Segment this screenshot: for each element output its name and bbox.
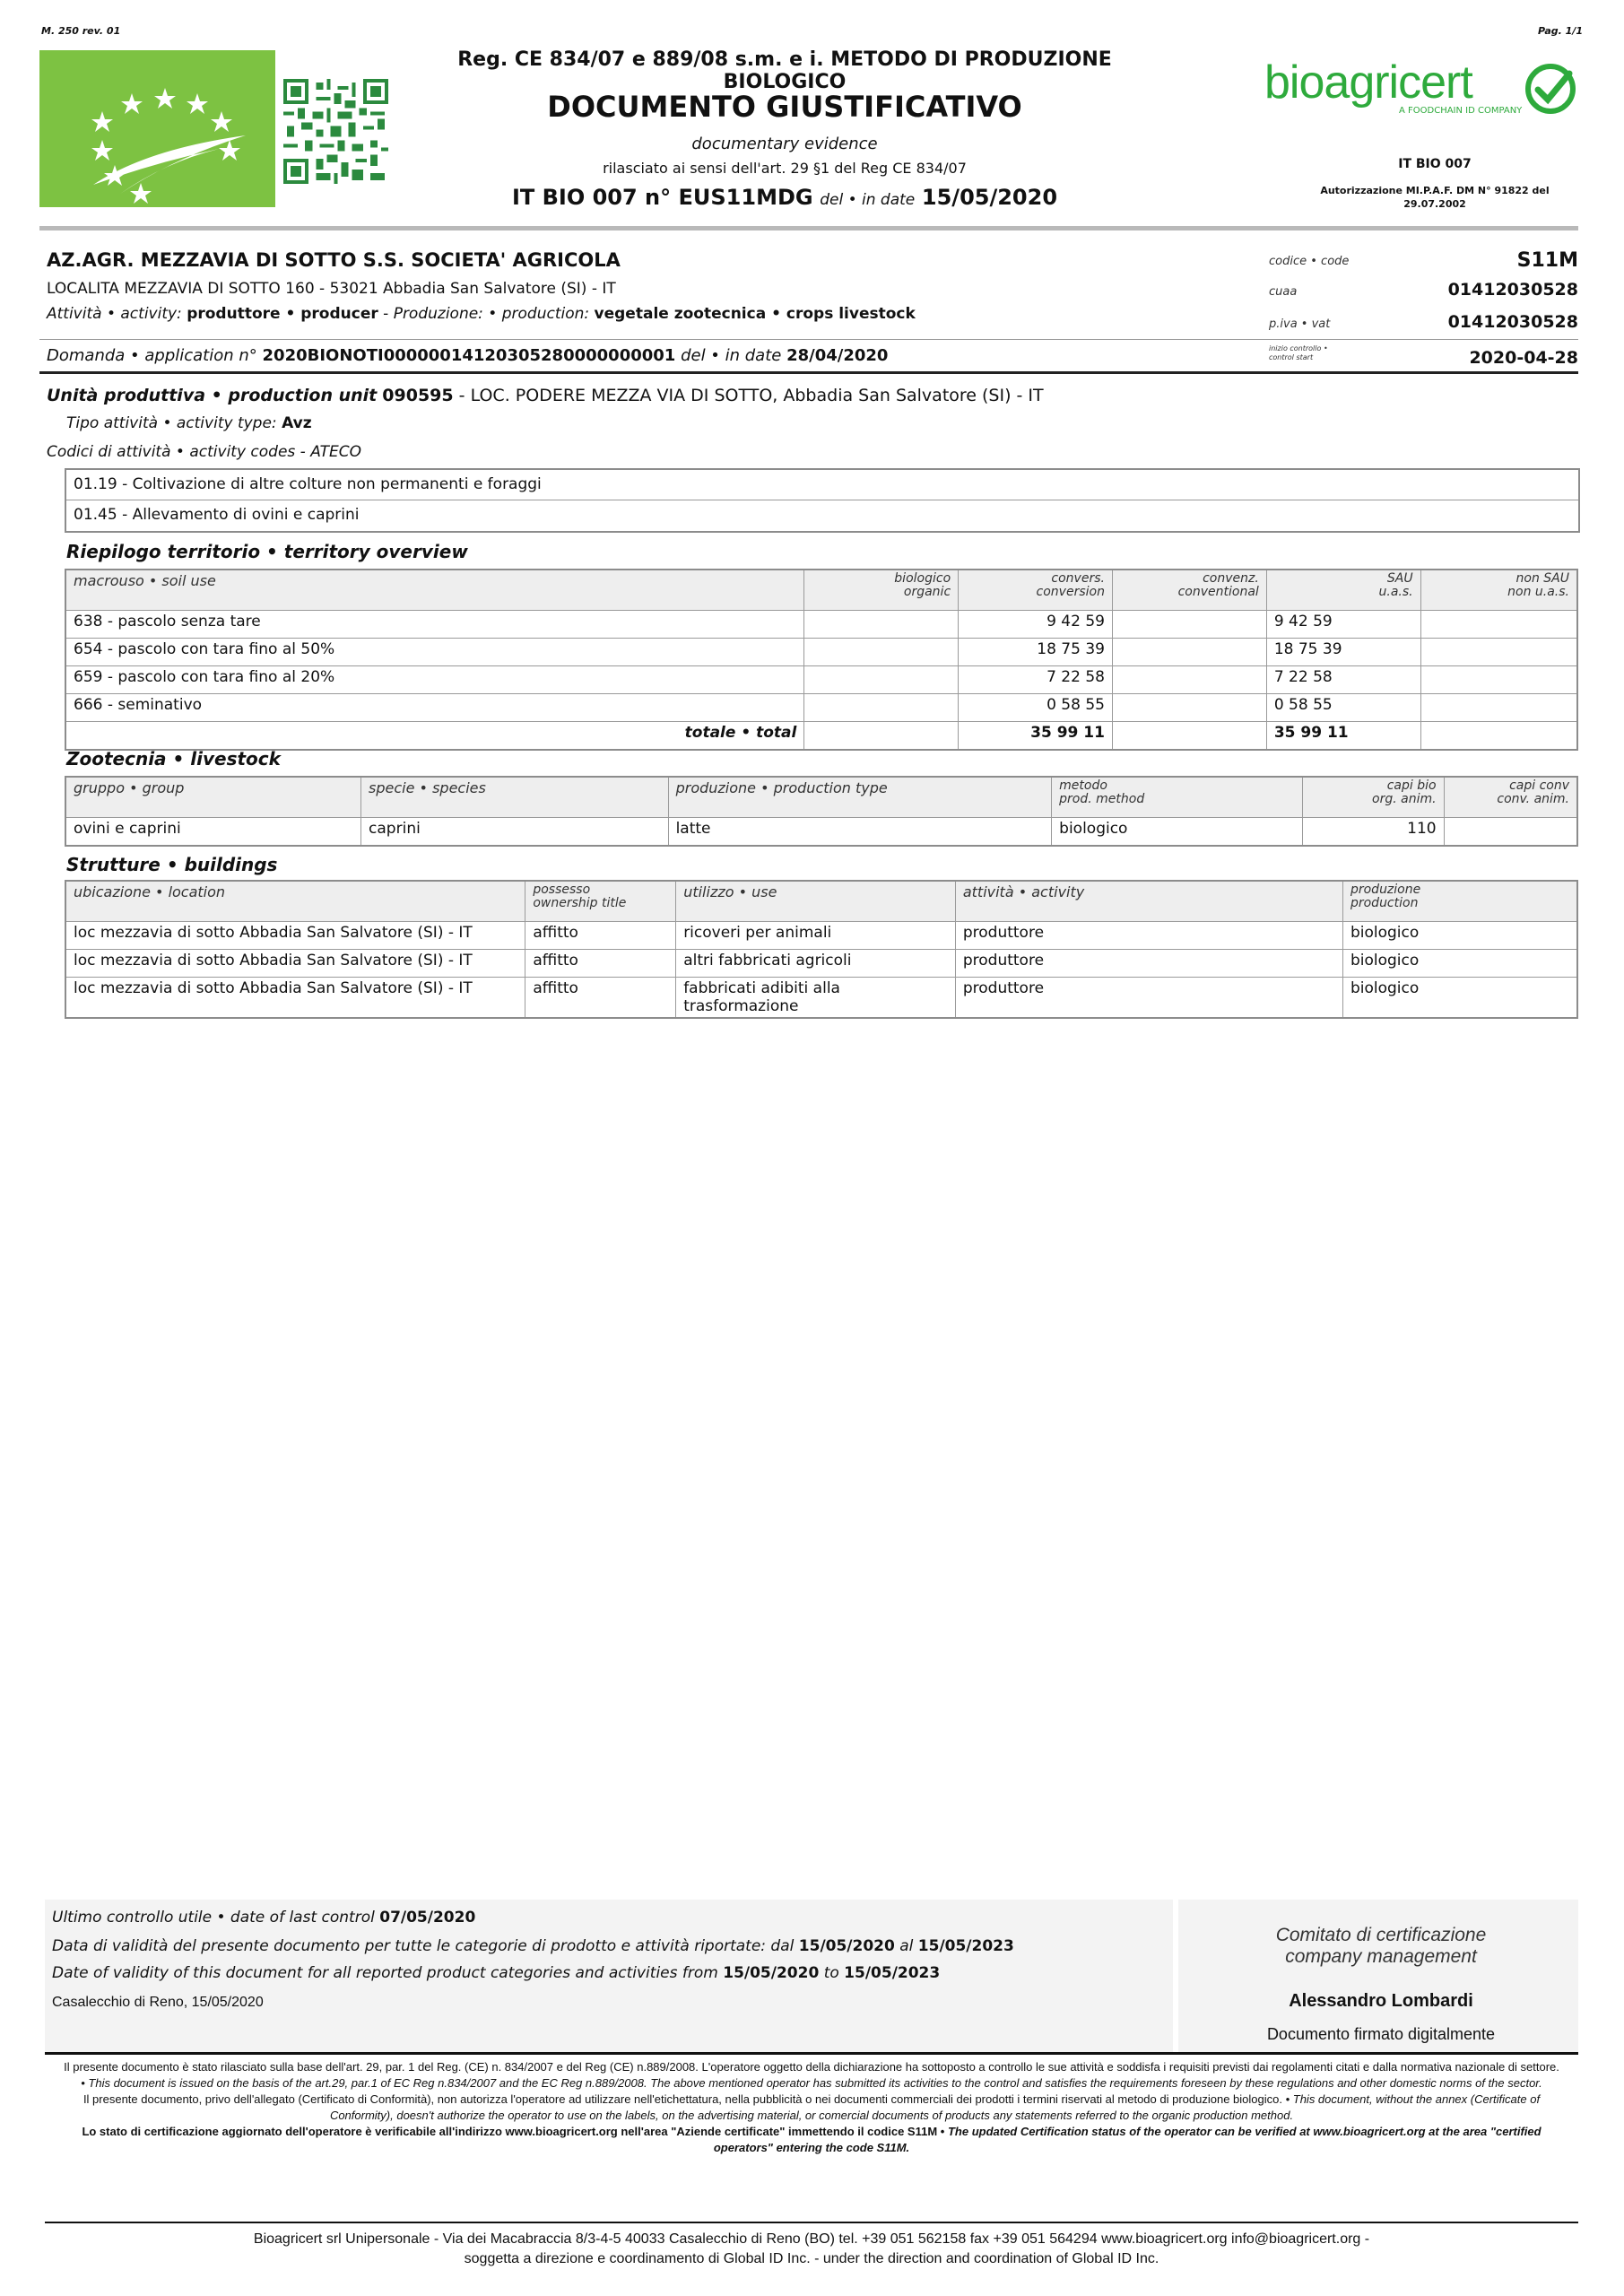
col-use: utilizzo • use: [676, 881, 956, 922]
table-header: [65, 570, 1577, 611]
doc-number-prefix: IT BIO 007 n° EUS11MDG: [511, 185, 813, 210]
table-row: 654 - pascolo con tara fino al 50% 18 75 39 18 75 39: [65, 639, 1577, 666]
doc-date-label: del • in date: [820, 191, 916, 209]
vat-label: p.iva • vat: [1269, 317, 1331, 331]
last-control: Ultimo controllo utile • date of last control 07/05/2020: [52, 1909, 476, 1926]
ateco-box: [65, 468, 1580, 533]
table-header: [65, 777, 1577, 818]
cuaa-label: cuaa: [1269, 285, 1298, 299]
col-activity: attività • activity: [955, 881, 1342, 922]
total-label: totale • total: [65, 722, 804, 751]
table-header: [65, 881, 1577, 922]
certifier-code: IT BIO 007: [1398, 157, 1472, 171]
col-species: specie • species: [361, 777, 669, 818]
regulation-line: Reg. CE 834/07 e 889/08 s.m. e i. METODO DI PRODUZIONE BIOLOGICO: [457, 48, 1112, 93]
legal-paragraph: Il presente documento, privo dell'allegato (Certificato di Conformità), non autorizza l'operatore ad utilizzare nell'etichettatura, nella pubblicità o nei documenti commerciali dei prodotti i termini riservati al metodo di produzione biologico. • This document, without the annex (Certificate of Conformity), doesn't authorize the operator to use on the labels, on the advertising material, or comercial documents of products any statements referred to the organic production method.: [83, 2092, 1541, 2122]
validity-block: [45, 1900, 1578, 2052]
legal-notice: [63, 2059, 1560, 2156]
operator-activity: Attività • activity: produttore • producer - Produzione: • production: vegetale zootecnica • crops livestock: [47, 305, 916, 323]
brand-tagline: A FOODCHAIN ID COMPANY: [1399, 106, 1523, 116]
check-icon: [1524, 63, 1576, 115]
total-row: [65, 722, 1577, 751]
table-row: loc mezzavia di sotto Abbadia San Salvatore (SI) - IT affitto fabbricati adibiti alla trasformazione produttore biologico: [65, 978, 1577, 1019]
col-non-sau: non SAU non u.a.s.: [1420, 570, 1577, 611]
operator-cuaa: 01412030528: [1447, 280, 1578, 300]
activity-codes-label: Codici di attività • activity codes - ATECO: [47, 443, 361, 461]
territory-title: Riepilogo territorio • territory overview: [66, 541, 468, 562]
col-conventional: convenz. conventional: [1112, 570, 1266, 611]
col-production-type: produzione • production type: [668, 777, 1052, 818]
livestock-title: Zootecnia • livestock: [66, 748, 281, 770]
header-divider: [39, 226, 1578, 230]
col-conversion: convers. conversion: [959, 570, 1113, 611]
footer-divider: [45, 2052, 1578, 2055]
company-divider: [45, 2222, 1578, 2223]
table-row: 638 - pascolo senza tare 9 42 59 9 42 59: [65, 611, 1577, 639]
company-info: Bioagricert srl Unipersonale - Via dei Macabraccia 8/3-4-5 40033 Casalecchio di Reno (BO) tel. +39 051 562158 fax +39 051 564294 www.bioagricert.org info@bioagricert.org - soggetta a direzione e coordinamento di Global ID Inc. - under the direction and coordination of Global ID Inc.: [253, 2231, 1370, 2266]
col-sau: SAU u.a.s.: [1266, 570, 1420, 611]
operator-divider: [39, 371, 1578, 374]
legal-paragraph: Il presente documento è stato rilasciato sulla base dell'art. 29, par. 1 del Reg. (CE) n. 834/2007 e del Reg (CE) n.889/2008. L'operatore oggetto della dichiarazione ha sottoposto a controllo le sue attività e soddisfa i requisiti previsti dai regolamenti citati e dalla normativa nazionale di settore. • This document is issued on the basis of the art.29, par.1 of EC Reg n.834/2007 and the EC Reg n.889/2008. The above mentioned operator has submitted its activities to the control and satisfies the requirements foreseen by these regulations and other domestic norms of the sector.: [64, 2060, 1559, 2090]
legal-paragraph: Lo stato di certificazione aggiornato dell'operatore è verificabile all'indirizzo www.bioagricert.org nell'area "Aziende certificate" immettendo il codice S11M • The updated Certification status of the operator can be verified at www.bioagricert.org at the area "certified operators" entering the code S11M.: [82, 2125, 1541, 2154]
col-organic: biologico organic: [804, 570, 959, 611]
page-number: Pag. 1/1: [1538, 25, 1583, 37]
qr-code: [283, 79, 388, 184]
operator-vat: 01412030528: [1447, 312, 1578, 332]
activity-type: Tipo attività • activity type: Avz: [66, 414, 312, 432]
document-title: DOCUMENTO GIUSTIFICATIVO: [547, 90, 1022, 124]
col-production: produzione production: [1342, 881, 1577, 922]
document-subtitle: documentary evidence: [691, 135, 878, 153]
digital-signature: Documento firmato digitalmente: [1266, 2025, 1496, 2043]
col-location: ubicazione • location: [65, 881, 525, 922]
eu-organic-logo: [39, 50, 275, 207]
col-group: gruppo • group: [65, 777, 361, 818]
divider: [39, 339, 1578, 340]
col-ownership: possesso ownership title: [525, 881, 676, 922]
place-date: Casalecchio di Reno, 15/05/2020: [52, 1995, 264, 2010]
table-row: ovini e caprini caprini latte biologico 110: [65, 818, 1577, 847]
livestock-table: [65, 776, 1578, 847]
document-number: [395, 185, 1175, 210]
col-soil-use: macrouso • soil use: [65, 570, 804, 611]
table-row: loc mezzavia di sotto Abbadia San Salvatore (SI) - IT affitto altri fabbricati agricoli produttore biologico: [65, 950, 1577, 978]
col-conv-animals: capi conv conv. anim.: [1444, 777, 1577, 818]
validity-it: Data di validità del presente documento per tutte le categorie di prodotto e attività riportate: dal 15/05/2020 al 15/05/2023: [52, 1937, 1014, 1955]
buildings-table: [65, 880, 1578, 1019]
operator-name: AZ.AGR. MEZZAVIA DI SOTTO S.S. SOCIETA' AGRICOLA: [47, 249, 621, 271]
bioagricert-logo: bioagricert: [1264, 57, 1472, 109]
doc-date: 15/05/2020: [921, 185, 1058, 210]
code-label: codice • code: [1269, 255, 1350, 268]
total-conversion: 35 99 11: [959, 722, 1113, 751]
buildings-title: Strutture • buildings: [66, 854, 278, 875]
issued-under: rilasciato ai sensi dell'art. 29 §1 del Reg CE 834/07: [603, 160, 967, 177]
ateco-code: 01.19 - Coltivazione di altre colture non permanenti e foraggi: [74, 475, 542, 493]
table-row: 666 - seminativo 0 58 55 0 58 55: [65, 694, 1577, 722]
committee: Comitato di certificazione company management: [1275, 1925, 1487, 1967]
application-line: Domanda • application n° 2020BIONOTI00000014120305280000000001 del • in date 28/04/2020: [47, 346, 889, 365]
operator-code: S11M: [1516, 249, 1578, 272]
authorization: Autorizzazione MI.P.A.F. DM N° 91822 del 29.07.2002: [1320, 185, 1550, 210]
operator-address: LOCALITA MEZZAVIA DI SOTTO 160 - 53021 Abbadia San Salvatore (SI) - IT: [47, 280, 616, 298]
ateco-code: 01.45 - Allevamento di ovini e caprini: [74, 506, 360, 524]
col-organic-animals: capi bio org. anim.: [1302, 777, 1444, 818]
table-row: loc mezzavia di sotto Abbadia San Salvatore (SI) - IT affitto ricoveri per animali produttore biologico: [65, 922, 1577, 950]
col-method: metodo prod. method: [1052, 777, 1303, 818]
control-start-label: inizio controllo • control start: [1269, 344, 1328, 361]
signer-name: Alessandro Lombardi: [1289, 1991, 1473, 2011]
total-sau: 35 99 11: [1266, 722, 1420, 751]
form-code: M. 250 rev. 01: [41, 25, 121, 37]
control-start: 2020-04-28: [1469, 348, 1578, 368]
production-unit: Unità produttiva • production unit 090595 - LOC. PODERE MEZZA VIA DI SOTTO, Abbadia San Salvatore (SI) - IT: [47, 386, 1044, 405]
territory-table: [65, 569, 1578, 751]
table-row: 659 - pascolo con tara fino al 20% 7 22 58 7 22 58: [65, 666, 1577, 694]
validity-en: Date of validity of this document for all reported product categories and activities from 15/05/2020 to 15/05/2023: [52, 1964, 941, 1982]
